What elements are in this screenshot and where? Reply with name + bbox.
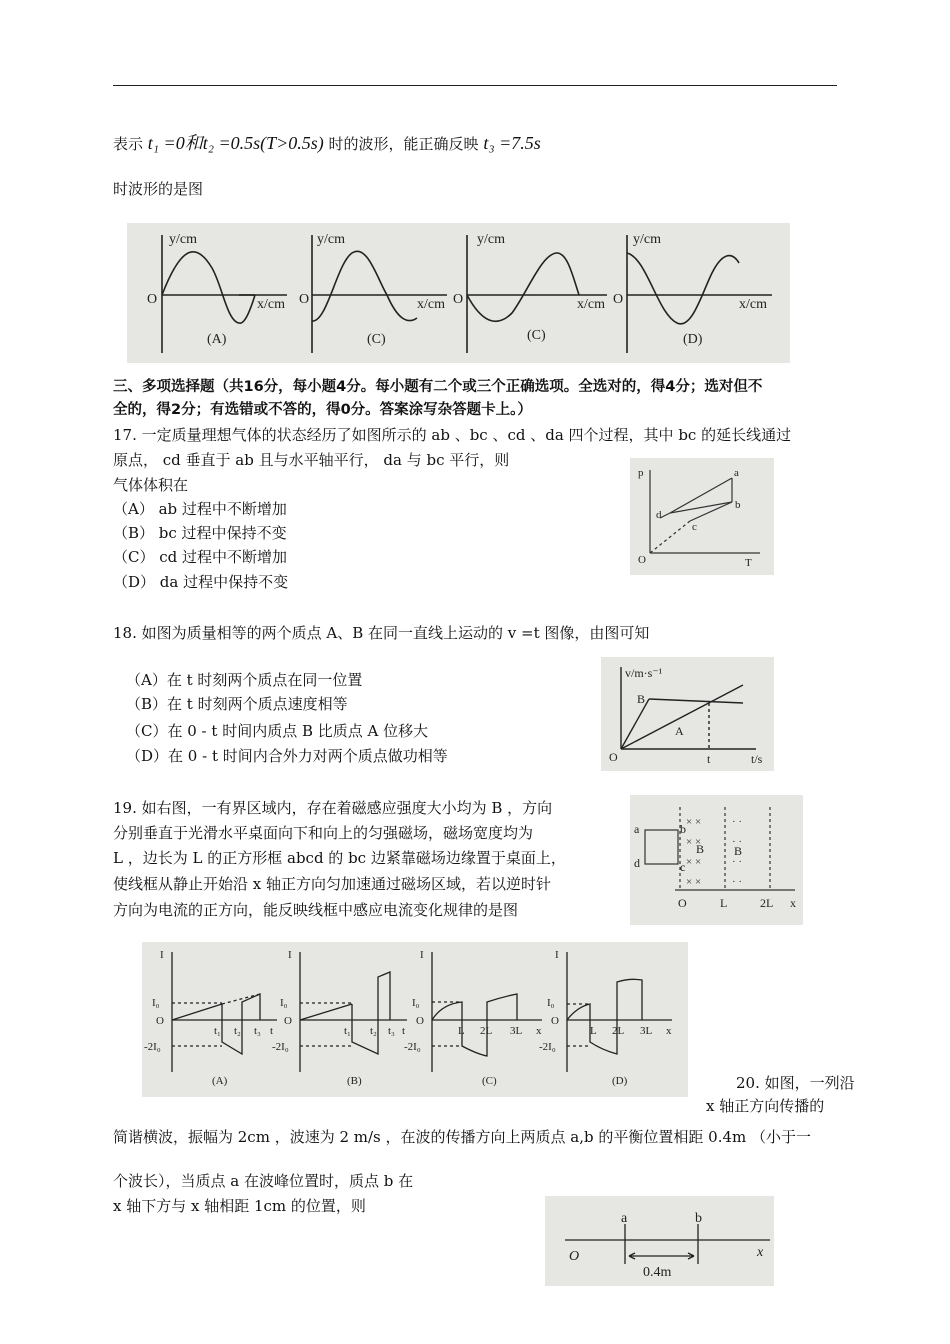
q19-gc-x: x xyxy=(536,1025,542,1037)
q19-line3: L ，边长为 L 的正方形框 abcd 的 bc 边紧靠磁场边缘置于桌面上， xyxy=(113,849,566,867)
header-rule xyxy=(113,85,837,86)
q18-fig-origin: O xyxy=(609,750,618,764)
svg-text:· ·: · · xyxy=(732,876,743,888)
q19-fig-2l: 2L xyxy=(760,896,774,910)
q16-b-origin: O xyxy=(299,292,310,307)
q17-option-b: （B） bc 过程中保持不变 xyxy=(113,524,287,542)
q19-gb-label: (B) xyxy=(347,1075,362,1087)
q16-d-origin: O xyxy=(613,292,624,307)
q16-line1 xyxy=(113,132,541,155)
q19-fig-b: b xyxy=(680,822,686,836)
q18-fig-ylabel: v/m·s⁻¹ xyxy=(625,666,663,680)
q19-gc-neg: -2I₀ xyxy=(404,1041,421,1053)
q19-fig-b1: B xyxy=(696,842,705,856)
q19-gd-i: I xyxy=(555,949,559,961)
q18-fig-a: A xyxy=(675,724,684,738)
q16-a-xlabel: x/cm xyxy=(257,297,285,312)
q20-line3: x 轴下方与 x 轴相距 1cm 的位置，则 xyxy=(113,1197,366,1215)
q17-fig-p: p xyxy=(638,467,644,479)
q19-gd-x: x xyxy=(666,1025,672,1037)
q17-fig-t: T xyxy=(745,557,752,569)
q19-line2: 分别垂直于光滑水平桌面向下和向上的匀强磁场，磁场宽度均为 xyxy=(113,824,534,842)
q18-option-b: （B）在 t 时刻两个质点速度相等 xyxy=(126,695,348,713)
q19-current-graphs xyxy=(142,942,688,1097)
q16-d-label: (D) xyxy=(683,332,703,347)
section3-heading-line1: 三、多项选择题（共16分，每小题4分。每小题有二个或三个正确选项。全选对的，得4分；选对但不 xyxy=(113,379,763,395)
q19-gb-t: t xyxy=(402,1025,406,1037)
q17-fig-d: d xyxy=(656,509,662,521)
q17-fig-c: c xyxy=(692,521,697,533)
q19-gc-label: (C) xyxy=(482,1075,497,1087)
q19-ga-i: I xyxy=(160,949,164,961)
q19-line1: 19. 如右图，一有界区域内，存在着磁感应强度大小均为 B ，方向 xyxy=(113,799,553,817)
q19-gc-t2: 2L xyxy=(480,1025,493,1037)
q19-gd-t1: L xyxy=(590,1025,597,1037)
q19-line5: 方向为电流的正方向，能反映线框中感应电流变化规律的是图 xyxy=(113,901,519,919)
q19-fig-x: x xyxy=(790,896,796,910)
q19-gc-i: I xyxy=(420,949,424,961)
q19-gb-neg: -2I₀ xyxy=(272,1041,289,1053)
q16-a-ylabel: y/cm xyxy=(169,232,197,247)
svg-text:× ×: × × xyxy=(686,876,702,888)
q17-option-c: （C） cd 过程中不断增加 xyxy=(113,548,288,566)
q19-gd-neg: -2I₀ xyxy=(539,1041,556,1053)
q20-side-line2: x 轴正方向传播的 xyxy=(706,1097,825,1115)
q18-line1: 18. 如图为质量相等的两个质点 A、B 在同一直线上运动的 v =t 图像，由图可知 xyxy=(113,624,650,642)
q19-gc-i0: I₀ xyxy=(412,997,420,1009)
q19-gc-t1: L xyxy=(458,1025,465,1037)
svg-text:× ×: × × xyxy=(686,816,702,828)
q19-gb-t2: t₂ xyxy=(370,1025,377,1037)
q16-b-label: (C) xyxy=(367,332,386,347)
q19-fig-l: L xyxy=(720,896,728,910)
q20-fig-b: b xyxy=(695,1211,702,1226)
q16-b-xlabel: x/cm xyxy=(417,297,445,312)
q16-a-origin: O xyxy=(147,292,158,307)
q19-fig-d: d xyxy=(634,856,640,870)
svg-text:× ×: × × xyxy=(686,836,702,848)
q16-c-ylabel: y/cm xyxy=(477,232,505,247)
q17-fig-a: a xyxy=(734,467,739,479)
q20-fig-x: x xyxy=(757,1245,764,1260)
q19-ga-o: O xyxy=(156,1015,164,1027)
q19-ga-i0: I₀ xyxy=(152,997,160,1009)
q19-fig-b2: B xyxy=(734,844,743,858)
q19-ga-label: (A) xyxy=(212,1075,228,1087)
svg-text:· ·: · · xyxy=(732,816,743,828)
q17-fig-o: O xyxy=(638,554,646,566)
q18-option-d: （D）在 0 - t 时间内合外力对两个质点做功相等 xyxy=(126,747,448,765)
q19-ga-neg: -2I₀ xyxy=(144,1041,161,1053)
q16-c-xlabel: x/cm xyxy=(577,297,605,312)
q16-a-label: (A) xyxy=(207,332,227,347)
q17-option-a: （A） ab 过程中不断增加 xyxy=(113,500,287,518)
q19-gc-t3: 3L xyxy=(510,1025,523,1037)
svg-text:· ·: · · xyxy=(732,856,743,868)
q16-d-ylabel: y/cm xyxy=(633,232,661,247)
q19-ga-t2: t₂ xyxy=(234,1025,241,1037)
q16-c-origin: O xyxy=(453,292,464,307)
q18-fig-xlabel: t/s xyxy=(751,752,763,766)
q20-line2: 个波长），当质点 a 在波峰位置时，质点 b 在 xyxy=(113,1172,414,1190)
q18-option-a: （A）在 t 时刻两个质点在同一位置 xyxy=(126,671,363,689)
q17-fig-b: b xyxy=(735,499,741,511)
q19-gb-t1: t₁ xyxy=(344,1025,351,1037)
q20-wave-figure xyxy=(545,1196,774,1286)
q17-line3: 气体体积在 xyxy=(113,476,189,494)
q19-gd-label: (D) xyxy=(612,1075,628,1087)
q17-option-d: （D） da 过程中保持不变 xyxy=(113,573,289,591)
q18-vt-figure xyxy=(601,657,774,771)
q16-prefix: 表示 xyxy=(113,135,144,153)
q19-gd-o: O xyxy=(551,1015,559,1027)
q19-field-figure xyxy=(630,795,803,925)
q20-side-line1: 20. 如图，一列沿 xyxy=(736,1074,855,1092)
q16-wave-figure xyxy=(127,223,790,363)
q17-pt-figure xyxy=(630,458,774,575)
svg-text:· ·: · · xyxy=(732,836,743,848)
q19-gb-o: O xyxy=(284,1015,292,1027)
q18-fig-t: t xyxy=(707,752,711,766)
q19-line4: 使线框从静止开始沿 x 轴正方向匀加速通过磁场区域，若以逆时针 xyxy=(113,875,551,893)
q19-ga-t1: t₁ xyxy=(214,1025,221,1037)
q19-gd-t3: 3L xyxy=(640,1025,653,1037)
q19-fig-c: c xyxy=(680,860,686,874)
q16-formula-2: t₃ =7.5s xyxy=(483,133,541,153)
q19-gb-t3: t₃ xyxy=(388,1025,395,1037)
q18-fig-b: B xyxy=(637,692,646,706)
q19-gc-o: O xyxy=(416,1015,424,1027)
q16-b-ylabel: y/cm xyxy=(317,232,345,247)
q16-c-label: (C) xyxy=(527,328,546,343)
q19-gb-i0: I₀ xyxy=(280,997,288,1009)
q19-gd-i0: I₀ xyxy=(547,997,555,1009)
q19-ga-t: t xyxy=(270,1025,274,1037)
q17-line1: 17. 一定质量理想气体的状态经历了如图所示的 ab 、bc 、cd 、da 四个过程，其中 bc 的延长线通过 xyxy=(113,426,792,444)
q19-gb-i: I xyxy=(288,949,292,961)
q19-fig-o: O xyxy=(678,896,687,910)
q20-line1: 简谐横波，振幅为 2cm ，波速为 2 m/s ，在波的传播方向上两质点 a,b 的平衡位置相距 0.4m （小于一 xyxy=(113,1128,811,1146)
q18-option-c: （C）在 0 - t 时间内质点 B 比质点 A 位移大 xyxy=(126,722,429,740)
q16-line2: 时波形的是图 xyxy=(113,180,204,198)
q20-fig-a: a xyxy=(621,1211,628,1226)
q16-middle: 时的波形，能正确反映 xyxy=(328,135,479,153)
q19-gd-t2: 2L xyxy=(612,1025,625,1037)
q17-line2: 原点， cd 垂直于 ab 且与水平轴平行， da 与 bc 平行，则 xyxy=(113,451,510,469)
svg-text:× ×: × × xyxy=(686,856,702,868)
q20-fig-distance: 0.4m xyxy=(643,1265,672,1280)
section3-heading-line2: 全的，得2分；有选错或不答的，得0分。答案涂写杂答题卡上。） xyxy=(113,402,532,418)
q20-fig-o: O xyxy=(569,1249,580,1264)
q19-fig-a: a xyxy=(634,822,640,836)
q16-d-xlabel: x/cm xyxy=(739,297,767,312)
q19-ga-t3: t₃ xyxy=(254,1025,261,1037)
q16-formula-1: t₁ =0和t₂ =0.5s(T>0.5s) xyxy=(147,133,324,153)
